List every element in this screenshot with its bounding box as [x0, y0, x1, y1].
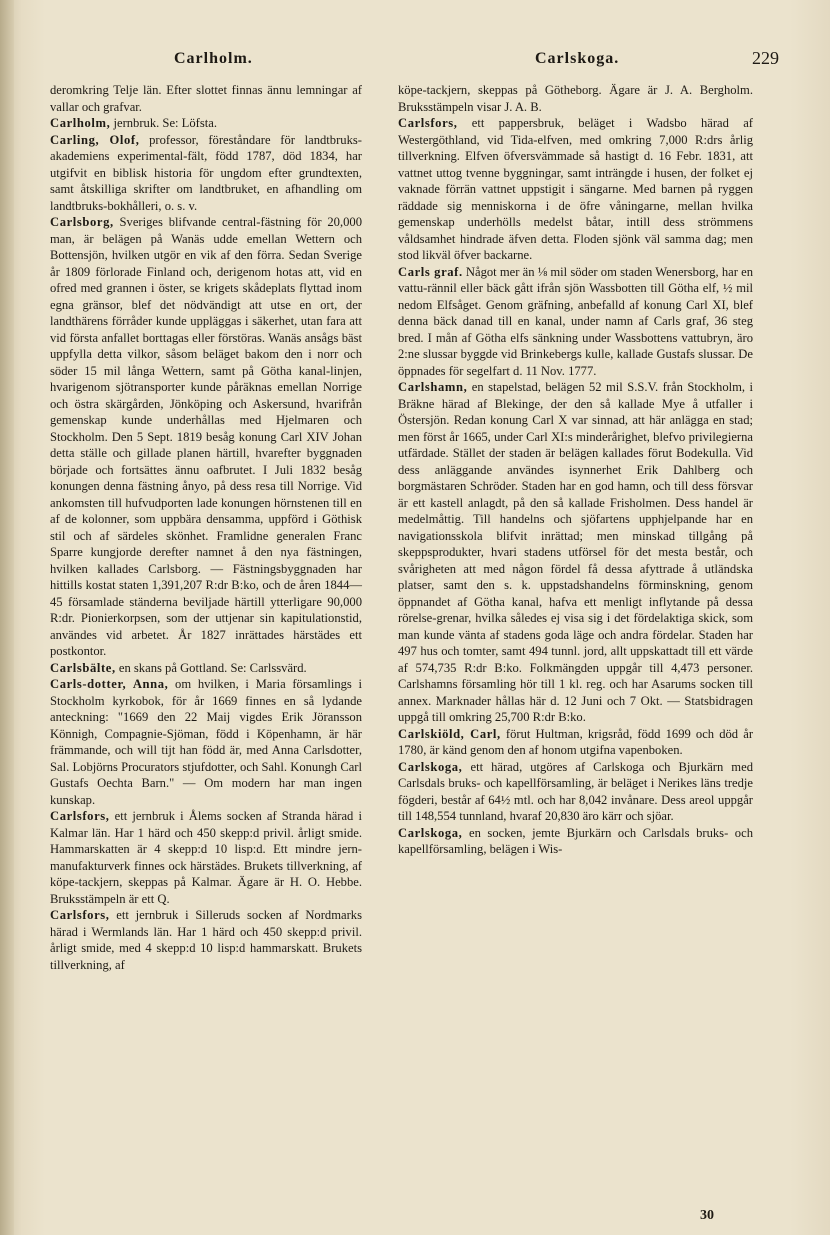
entry-headword: Carlsborg, [50, 215, 114, 229]
entry-text: ett pappersbruk, beläget i Wadsbo härad af Westergöthland, vid Tida-elfven, med omkring 7,000 R:drs årlig tillverkning. Elfven öfversvämmade så hastigt d. 16 Febr. 1831, att vattnet uttog tvenne byggningar, samt inträngde i husen, der folket ej vaknade förrän vattnet uppstigit i sängarne. Med barnen på ryggen räddade sig menniskorna i de öfre våningarne, mellan hvilka gemenskap underhölls medelst båtar, intill dess strömmens våldsamhet hindrade äfven detta. Floden sjönk väl samma dag; men stod likväl öfver backarne. [398, 116, 753, 262]
entry-headword: Carlsfors, [50, 908, 110, 922]
header-right-title: Carlskoga. [535, 50, 620, 67]
entry-text: ett jernbruk i Ålems socken af Stranda härad i Kalmar län. Har 1 härd och 450 skepp:d privil. årligt smide. Hammarskatten är 4 skepp:d 10 lisp:d. Ett mindre jern-manufakturverk finnes ock härstädes. Brukets tillverkning, af köpe-tackjern, skeppas på Kalmar. Ägare är H. O. Hebbe. Bruksstämpeln är ett Q. [50, 809, 362, 906]
entry-text: om hvilken, i Maria församlings i Stockholm kyrkobok, för år 1669 finnes en så lydande anteckning: "1669 den 22 Maij vigdes Erik Jöransson Könnigh, Compagnie-Sjöman, född i Köpenhamn, är här främmande, och will tijt han född är, med Anna Carlsdotter, Sal. Lobjörns Procurators stjufdotter, och Sahl. Konungh Carl Gustafs Oechta Barn." — Om modern har man ingen kunskap. [50, 677, 362, 807]
entry-text: ett jernbruk i Silleruds socken af Nordmarks härad i Wermlands län. Har 1 härd och 450 skepp:d privil. årligt smide, med 4 skepp:d 10 lisp:d hammarskatt. Brukets tillverkning, af [50, 908, 362, 972]
dictionary-entry [398, 379, 753, 726]
running-header [40, 48, 805, 74]
entry-text: en stapelstad, belägen 52 mil S.S.V. från Stockholm, i Bräkne härad af Blekinge, der den så kallade Mye å utfaller i Östersjön. Redan konung Carl X var sinnad, att här anlägga en stad; men först år 1665, under Carl XI:s minderårighet, blefvo privilegierna utfärdade. Stället der staden är belägen kallades förut Bodekulla. Vid dess anläggande användes isynnerhet Erik Dahlberg och borgmästaren Schröder. Staden har en god hamn, och till dess försvar är ett kastell anlagdt, på den så kallade Frisholmen. Dess handel är medelmåttig. Till handelns och sjöfartens upphjelpande har en navigationsskola blifvit inrättad; men minskad tillgång på skeppsprodukter, hvari stadens utförsel för det mesta består, och svårigheten att med någon fördel få dessa afyttrade å utländska platser, samt den s. k. uppstadshandelns förminskning, genom öppnandet af Götha kanal, hafva ett menligt inflytande på dessa rörelse-grenar, hvilka således ej visa sig i det fördelaktiga skick, som man kunde vänta af stadens goda läge och andra fördelar. Staden har 497 hus och tomter, samt 494 tunnl. jord, allt uppskattadt till ett värde af 574,735 R:dr B:ko. Folkmängden uppgår till 4,473 personer. Carlshamns församling hör till 1 kl. reg. och har Asarums socken till annex. Marknader hållas här d. 12 Juni och 7 Okt. — Statsbidragen uppgå till omkring 25,700 R:dr B:ko. [398, 380, 753, 724]
entry-text: deromkring Telje län. Efter slottet finnas ännu lemningar af vallar och grafvar. [50, 83, 362, 114]
entry-headword: Carls graf. [398, 264, 463, 279]
entry-headword: Carlskoga, [398, 825, 463, 840]
entry-headword: Carlholm, [50, 116, 111, 130]
entry-text: Sveriges blifvande central-fästning för 20,000 man, är belägen på Wanäs udde emellan Wettern och Bottensjön, hvilken utgör en vik af den förra. Sedan Sverige år 1809 förlorade Finland och, derigenom hotas att, vid en ofred med grannen i öster, se krigets skådeplats flyttad inom egna gränsor, blef det nödvändigt att utse en ort, der landthärens förråder kunde uppläggas i säkerhet, utan fara att vid första anfallet borttagas eller förstöras. Wanäs ansågs bäst uppfylla detta vilkor, såsom beläget bakom den i norr och söder 15 mil långa Wettern, samt på Götha kanal-linjen, hvarigenom sjötransporter kunde påräknas emellan Norrige och östra skärgården, Jönköping och Askersund, hvarifrån gemenskap kunde underhållas med Hjelmaren och Stockholm. Den 5 Sept. 1819 besåg konung Carl XIV Johan detta ställe och gillade planen härtill, hvarefter byggnaden började och fortsättes ännu oafbrutet. I Juli 1832 besåg konungen denna fästning ånyo, på dess resa till Norrige. Vid ankomsten till hufvudporten lade konungen hörnstenen till en af de kolonner, som uppbära densamma, uppförd i Göthisk stil och af särdeles skönhet. Framlidne generalen Franc Sparre kungjorde derefter namnet å den nya fästningen, hvilken kallades Carlsborg. — Fästningsbyggnaden har hittills kostat staten 1,391,207 R:dr B:ko, och de åren 1844—45 församlade ständerna beviljade härtill ytterligare 90,000 R:dr. Pionierkorpsen, som der uttjenar sin kapitulationstid, användes vid arbetet. År 1827 inrättades härstädes ett postkontor. [50, 215, 362, 658]
dictionary-entry [50, 660, 362, 677]
dictionary-entry [398, 759, 753, 825]
binding-edge [0, 0, 14, 1235]
entry-text: en socken, jemte Bjurkärn och Carlsdals bruks- och kapellförsamling, belägen i Wis- [398, 825, 753, 856]
dictionary-entry [50, 808, 362, 907]
entry-text: jernbruk. Se: Löfsta. [110, 116, 217, 130]
dictionary-entry [50, 82, 362, 115]
dictionary-entry [50, 214, 362, 660]
entry-headword: Carlshamn, [398, 380, 468, 394]
entry-text: köpe-tackjern, skeppas på Götheborg. Ägare är J. A. Bergholm. Bruksstämpeln visar J. A. B. [398, 83, 753, 114]
dictionary-entry [50, 907, 362, 973]
entry-text: förut Hultman, krigsråd, född 1699 och död år 1780, är känd genom den af honom utgifna vapenboken. [398, 726, 754, 757]
dictionary-entry [398, 82, 753, 115]
right-column [398, 82, 753, 858]
signature-mark: 30 [700, 1208, 714, 1223]
entry-text: en skans på Gottland. Se: Carlssvärd. [115, 660, 307, 675]
entry-headword: Carling, Olof, [50, 132, 140, 147]
entry-text: professor, föreståndare för landtbruks-akademiens experimental-fält, född 1787, död 1834, har utgifvit en biblisk historia för ungdom efter grundtexten, samt åtskilliga skrifter om landtbruket, en afhandling om landtbruks-bokhålleri, o. s. v. [50, 132, 362, 213]
dictionary-entry [398, 115, 753, 264]
header-left-title: Carlholm. [174, 50, 253, 67]
entry-text: Något mer än ⅛ mil söder om staden Wenersborg, har en vattu-rännil eller bäck gått ifrån sjön Wassbotten till Götha elf, ½ mil nedom Elfsåget. Genom gräfning, anbefalld af konung Carl XI, blef denna bäck danad till en kanal, under namn af Carls graf, 36 steg bred. I mån af Götha elfs sänkning under Wassbottens vattubryn, äro 2:ne slussar byggde vid Brinkebergs kulle, kallade Gustafs slussar. De öppnades för segelfart d. 11 Nov. 1777. [398, 264, 753, 378]
dictionary-entry [50, 676, 362, 808]
page-number: 229 [752, 48, 779, 68]
entry-headword: Carlsfors, [50, 809, 110, 823]
entry-headword: Carlskoga, [398, 759, 463, 774]
entry-headword: Carls-dotter, Anna, [50, 677, 169, 691]
entry-headword: Carlsfors, [398, 116, 458, 130]
entry-headword: Carlskiöld, Carl, [398, 726, 501, 741]
dictionary-entry [398, 825, 753, 858]
dictionary-entry [398, 264, 753, 380]
dictionary-entry [398, 726, 753, 759]
entry-headword: Carlsbälte, [50, 660, 116, 675]
dictionary-entry [50, 115, 362, 132]
left-column [50, 82, 362, 973]
entry-text: ett härad, utgöres af Carlskoga och Bjurkärn med Carlsdals bruks- och kapellförsamling, är beläget i Nerikes läns tredje fögderi, består af 64½ mtl. och har 8,042 invånare. Dess areol uppgår till 148,554 tunnland, hvaraf 20,830 äro kärr och sjöar. [398, 759, 753, 823]
dictionary-entry [50, 132, 362, 215]
